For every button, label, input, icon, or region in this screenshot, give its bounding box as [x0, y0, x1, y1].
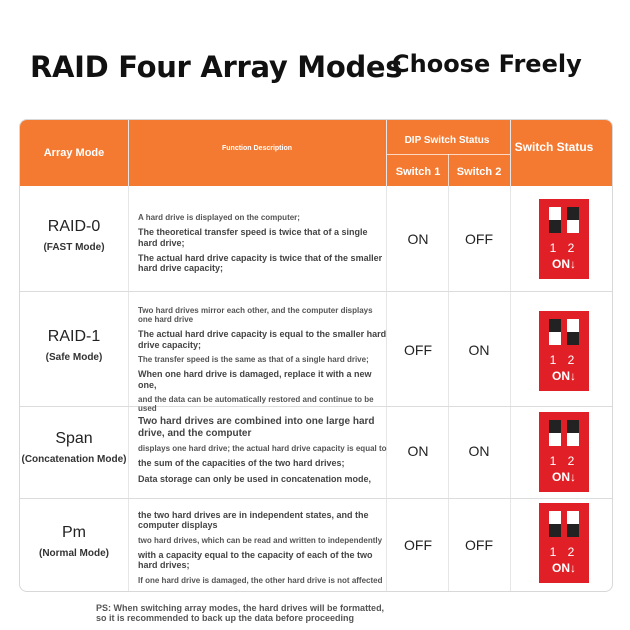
table-row-pm-mode — [20, 524, 128, 559]
page-title: RAID Four Array Modes — [30, 50, 403, 84]
dip-slot-1 — [549, 319, 561, 345]
description-line: Two hard drives mirror each other, and the computer displays one hard drive — [138, 306, 373, 325]
description-line: the sum of the capacities of the two hard drives; — [138, 458, 345, 469]
description-line: with a capacity equal to the capacity of each of the two hard drives; — [138, 549, 373, 571]
mode-name: RAID-0 — [47, 218, 101, 235]
table-row-raid-1-description — [138, 306, 388, 418]
table-row-pm-description — [138, 510, 388, 590]
row-divider — [20, 498, 612, 499]
column-divider — [510, 120, 511, 591]
dip-slot-1 — [549, 207, 561, 233]
switch-1-value: OFF — [404, 537, 432, 553]
dip-knob-1 — [549, 420, 561, 433]
table-row-span-mode — [20, 430, 128, 465]
dip-knob-2 — [567, 332, 579, 345]
header-function-description: Function Description — [222, 144, 292, 152]
switch-2-value: OFF — [465, 537, 493, 553]
mode-name: Pm — [62, 524, 86, 541]
switch-2-value: ON — [468, 443, 490, 459]
header-switch-2: Switch 2 — [456, 165, 502, 178]
dip-on-label: ON↓ — [552, 561, 576, 575]
dip-numbers: 1 2 — [549, 241, 579, 255]
row-divider — [20, 291, 612, 292]
description-line: The actual hard drive capacity is twice that of the smaller hard drive capacity; — [138, 252, 383, 274]
dip-knob-1 — [549, 319, 561, 332]
dip-switch-raid-1 — [539, 311, 589, 391]
dip-slot-2 — [567, 511, 579, 537]
dip-slot-2 — [567, 420, 579, 446]
page-title-suffix: Choose Freely — [392, 50, 582, 78]
ps-note — [96, 603, 384, 624]
dip-on-label: ON↓ — [552, 369, 576, 383]
description-line: Two hard drives are combined into one large hard drive, and the computer — [138, 416, 375, 439]
description-line: two hard drives, which can be read and written to independently — [138, 535, 383, 545]
description-line: The theoretical transfer speed is twice that of a single hard drive; — [138, 227, 368, 248]
dip-switch-span — [539, 412, 589, 492]
header-switch-status: Switch Status — [514, 140, 594, 154]
dip-on-label: ON↓ — [552, 470, 576, 484]
table-row-raid-0-mode — [20, 218, 128, 253]
table-row-span-description — [138, 416, 388, 489]
description-line: the two hard drives are in independent states, and the computer displays — [138, 510, 369, 531]
switch-1-value: OFF — [404, 342, 432, 358]
header-divider — [448, 154, 449, 186]
mode-name: Span — [55, 430, 93, 447]
description-line: When one hard drive is damaged, replace it with a new one, — [138, 369, 372, 390]
description-line: The transfer speed is the same as that of a single hard drive; — [138, 355, 369, 365]
dip-switch-pm — [539, 503, 589, 583]
dip-slot-1 — [549, 420, 561, 446]
description-line: If one hard drive is damaged, the other hard drive is not affected — [138, 575, 383, 585]
mode-subtitle: (Concatenation Mode) — [21, 454, 127, 465]
description-line: Data storage can only be used in concatenation mode, — [138, 473, 372, 484]
dip-numbers: 1 2 — [549, 353, 579, 367]
column-divider — [128, 120, 129, 591]
dip-on-label: ON↓ — [552, 257, 576, 271]
header-dip-switch-status: DIP Switch Status — [404, 135, 490, 146]
description-line: A hard drive is displayed on the computer; — [138, 213, 300, 222]
dip-slot-2 — [567, 207, 579, 233]
header-array-mode: Array Mode — [43, 147, 105, 159]
header-switch-1: Switch 1 — [395, 165, 441, 178]
dip-knob-1 — [549, 220, 561, 233]
dip-knob-1 — [549, 524, 561, 537]
ps-note-line: so it is recommended to back up the data before proceeding — [96, 613, 355, 624]
switch-2-value: ON — [468, 342, 490, 358]
dip-slot-2 — [567, 319, 579, 345]
description-line: The actual hard drive capacity is equal to the smaller hard drive capacity; — [138, 329, 387, 350]
dip-knob-2 — [567, 207, 579, 220]
ps-note-line: PS: When switching array modes, the hard drives will be formatted, — [96, 603, 385, 613]
mode-name: RAID-1 — [47, 328, 101, 345]
switch-1-value: ON — [407, 443, 429, 459]
mode-subtitle: (Normal Mode) — [39, 548, 109, 559]
description-line: and the data can be automatically restored and continue to be used — [138, 394, 374, 414]
dip-switch-raid-0 — [539, 199, 589, 279]
dip-slot-1 — [549, 511, 561, 537]
description-line: displays one hard drive; the actual hard drive capacity is equal to — [138, 444, 387, 453]
dip-knob-2 — [567, 524, 579, 537]
raid-mode-table — [19, 119, 613, 592]
switch-2-value: OFF — [465, 231, 493, 247]
mode-subtitle: (FAST Mode) — [43, 242, 105, 253]
table-row-raid-0-description — [138, 213, 388, 279]
mode-subtitle: (Safe Mode) — [45, 352, 103, 363]
dip-numbers: 1 2 — [549, 454, 579, 468]
dip-numbers: 1 2 — [549, 545, 579, 559]
table-row-raid-1-mode — [20, 328, 128, 363]
dip-knob-2 — [567, 420, 579, 433]
switch-1-value: ON — [407, 231, 429, 247]
